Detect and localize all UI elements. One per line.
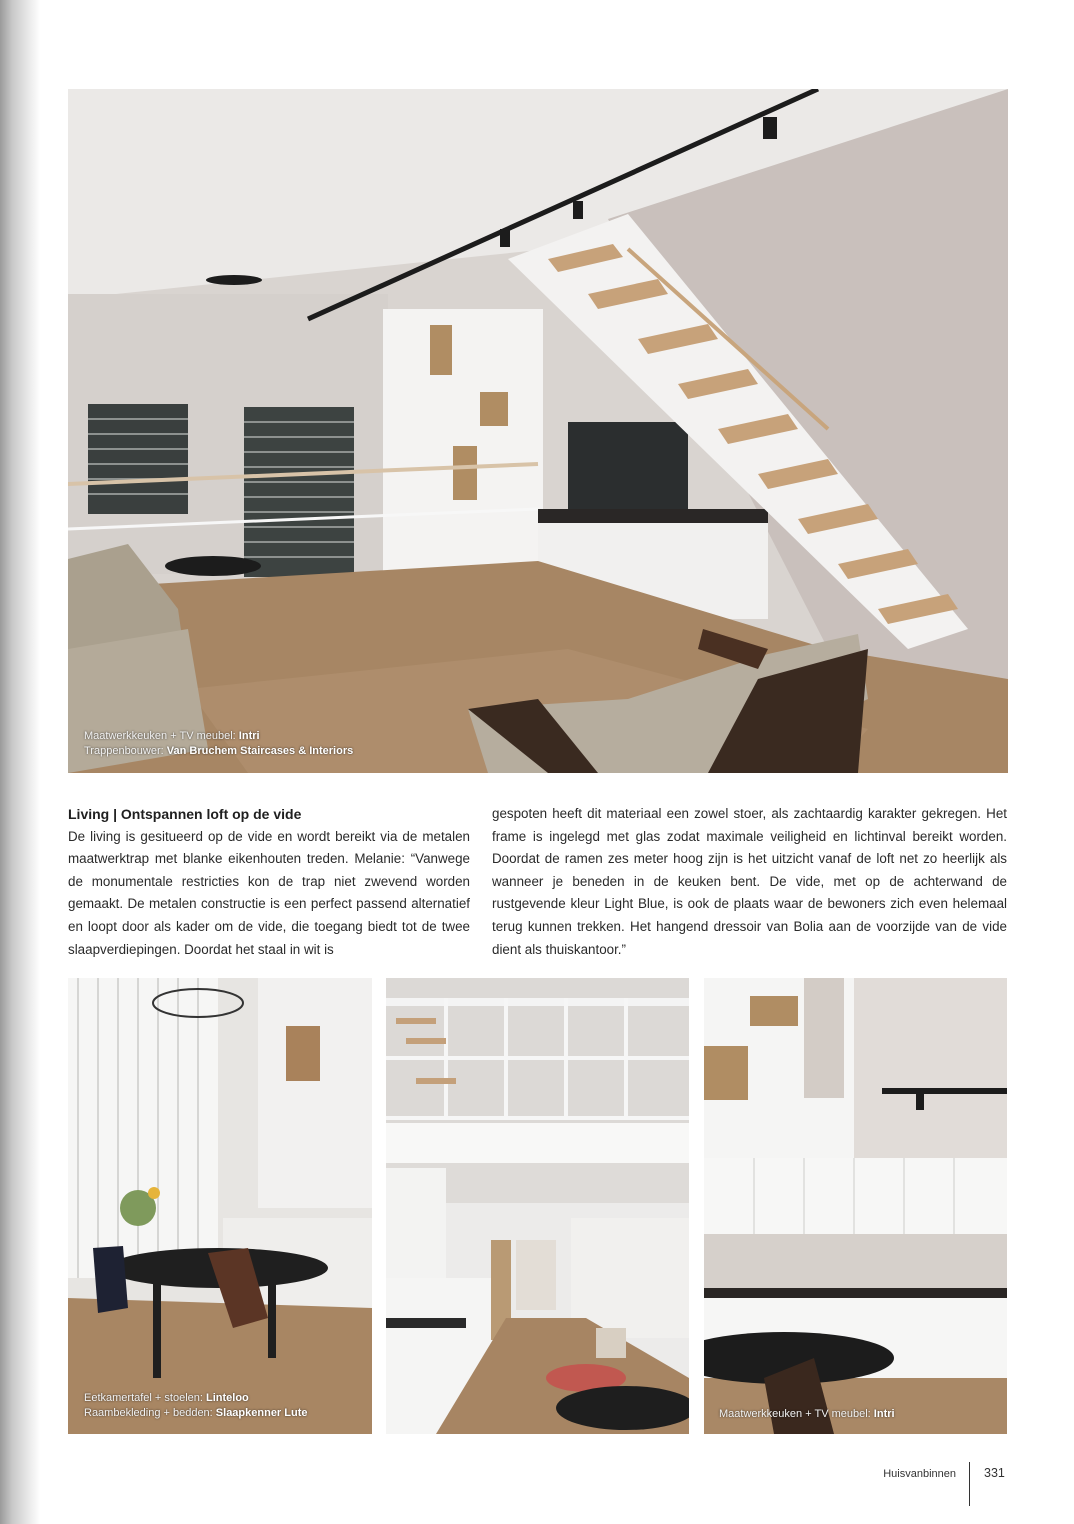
magazine-brand: Huisvanbinnen	[883, 1468, 956, 1480]
article-heading: Living | Ontspannen loft op de vide	[68, 806, 302, 822]
kitchen-photo-caption	[719, 1407, 895, 1422]
vide-illustration	[386, 978, 689, 1434]
caption-label: Raambekleding + bedden:	[84, 1407, 216, 1419]
caption-label: Eetkamertafel + stoelen:	[84, 1392, 206, 1404]
kitchen-illustration	[704, 978, 1007, 1434]
caption-label: Trappenbouwer:	[84, 745, 167, 757]
caption-label: Maatwerkkeuken + TV meubel:	[719, 1408, 874, 1420]
caption-credit: Linteloo	[205, 1392, 249, 1404]
caption-credit: Slaapkenner Lute	[215, 1407, 308, 1419]
dining-photo	[68, 978, 372, 1434]
footer-divider	[969, 1462, 970, 1506]
caption-credit: Intri	[873, 1408, 895, 1420]
main-photo-caption	[84, 729, 353, 759]
page-number: 331	[984, 1466, 1005, 1480]
caption-credit: Van Bruchem Staircases & Interiors	[166, 745, 354, 757]
dining-illustration	[68, 978, 372, 1434]
vide-photo	[386, 978, 689, 1434]
article-body-1: De living is gesitueerd op de vide en wordt bereikt via de metalen maatwerktrap met blanke eikenhouten treden. Melanie: “Vanwege de monumentale restricties kon de trap niet zwevend worden gemaakt. De metalen constructie is een perfect passend alternatief en loopt door als kader om de vide, die toegang biedt tot de twee slaapverdiepingen. Doordat het staal in wit is	[68, 828, 470, 957]
article-column-1	[68, 803, 470, 961]
article-body-2: gespoten heeft dit materiaal een zowel stoer, als zachtaardig karakter gekregen. Het frame is ingelegd met glas zodat maximale veiligheid en lichtinval bereikt worden. Doordat de ramen zes meter hoog zijn is het uitzicht vanaf de loft net zo heerlijk als wanneer je beneden in de keuken bent. De vide, met op de achterwand de rustgevende kleur Light Blue, is ook de plaats waar de bewoners zich even helemaal terug kunnen trekken. Het hangend dressoir van Bolia aan de voorzijde van de vide dient als thuiskantoor.”	[492, 806, 1007, 957]
caption-credit: Intri	[238, 730, 260, 742]
page-gutter-shadow	[0, 0, 40, 1524]
dining-photo-caption	[84, 1391, 308, 1421]
article-column-2	[492, 803, 1007, 961]
kitchen-photo	[704, 978, 1007, 1434]
loft-illustration	[68, 89, 1008, 773]
main-loft-photo	[68, 89, 1008, 773]
caption-label: Maatwerkkeuken + TV meubel:	[84, 730, 239, 742]
